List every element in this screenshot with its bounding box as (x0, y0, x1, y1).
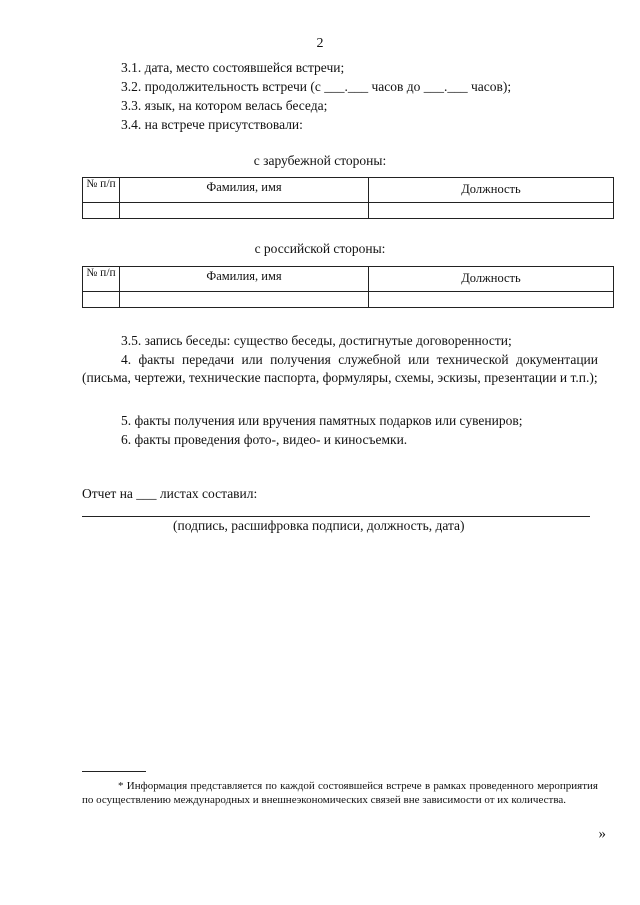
item-3-5: 3.5. запись беседы: существо беседы, достигнутые договоренности; (121, 333, 512, 348)
table-cell (83, 292, 120, 308)
foreign-participants-table (82, 177, 614, 219)
page-number: 2 (316, 36, 324, 51)
table-row (83, 292, 614, 308)
signature-caption: (подпись, расшифровка подписи, должность, дата) (173, 518, 465, 533)
table-header-row (83, 267, 614, 292)
russian-side-heading: с российской стороны: (254, 241, 386, 256)
table-cell (369, 292, 614, 308)
footnote-separator (82, 771, 146, 772)
foreign-side-heading: с зарубежной стороны: (253, 153, 387, 168)
closing-quote: » (598, 826, 606, 842)
table-row (83, 203, 614, 219)
table-header-row (83, 178, 614, 203)
footnote: * Информация представляется по каждой состоявшейся встрече в рамках проведенного мероприятия по осуществлению международных и внешнеэкономических связей вне зависимости от их количества. (82, 780, 598, 806)
table-cell (369, 203, 614, 219)
column-name: Фамилия, имя (120, 267, 369, 292)
item-6: 6. факты проведения фото-, видео- и киносъемки. (121, 432, 408, 447)
russian-participants-table (82, 266, 614, 308)
column-position: Должность (369, 178, 614, 203)
column-number: № п/п (83, 267, 120, 292)
report-line: Отчет на ___ листах составил: (82, 486, 258, 501)
column-number: № п/п (83, 178, 120, 203)
column-name: Фамилия, имя (120, 178, 369, 203)
item-3-3: 3.3. язык, на котором велась беседа; (121, 98, 328, 113)
table-cell (83, 203, 120, 219)
item-3-2: 3.2. продолжительность встречи (с ___.___ часов до ___.___ часов); (121, 79, 512, 94)
column-position: Должность (369, 267, 614, 292)
item-3-4: 3.4. на встрече присутствовали: (121, 117, 303, 132)
table-cell (120, 292, 369, 308)
item-4: 4. факты передачи или получения служебной или технической документации (письма, чертежи, технические паспорта, формуляры, схемы, эскизы, презентации и т.п.); (82, 352, 598, 385)
signature-line (82, 516, 590, 517)
table-cell (120, 203, 369, 219)
item-3-1: 3.1. дата, место состоявшейся встречи; (121, 60, 345, 75)
item-5: 5. факты получения или вручения памятных подарков или сувениров; (121, 413, 523, 428)
